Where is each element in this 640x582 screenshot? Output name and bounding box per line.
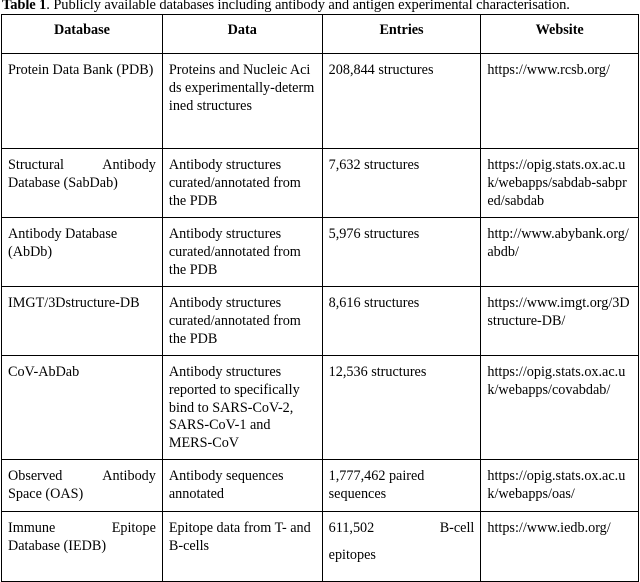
cell-data: Antibody structures curated/annotated from the PDB — [162, 287, 322, 356]
caption-label: Table 1 — [2, 0, 47, 13]
cell-website: http://www.abybank.org/abdb/ — [481, 218, 639, 287]
cell-database — [2, 460, 163, 512]
cell-entries: 208,844 structures — [322, 54, 481, 149]
cell-data: Antibody structures reported to specifically bind to SARS-CoV-2, SARS-CoV-1 and MERS-CoV — [162, 356, 322, 460]
cell-entries-word: B-cell — [439, 520, 475, 536]
table-row — [2, 54, 639, 149]
header-database: Database — [2, 15, 163, 54]
cell-entries-line: epitopes — [328, 546, 376, 563]
cell-database — [2, 512, 163, 582]
cell-website: https://opig.stats.ox.ac.uk/webapps/covabdab/ — [481, 356, 639, 460]
table-row — [2, 287, 639, 356]
cell-database-word: Structural — [8, 157, 64, 173]
cell-database — [2, 149, 163, 218]
cell-entries: 12,536 structures — [322, 356, 481, 460]
cell-website: https://opig.stats.ox.ac.uk/webapps/sabdab-sabpred/sabdab — [481, 149, 639, 218]
cell-entries: 5,976 structures — [322, 218, 481, 287]
cell-database-word: Epitope — [111, 520, 156, 536]
cell-database-word: Observed — [8, 468, 63, 484]
table-header-row — [2, 15, 639, 54]
cell-database-word: Immune — [8, 520, 56, 536]
cell-website: https://www.imgt.org/3Dstructure-DB/ — [481, 287, 639, 356]
cell-entries: 1,777,462 paired sequences — [322, 460, 481, 512]
cell-database-word: Antibody — [102, 468, 156, 484]
cell-database-line: Database (IEDB) — [8, 537, 107, 554]
cell-entries-word: 611,502 — [328, 520, 375, 536]
cell-database: CoV-AbDab — [2, 356, 163, 460]
cell-website: https://opig.stats.ox.ac.uk/webapps/oas/ — [481, 460, 639, 512]
table-row — [2, 460, 639, 512]
table-row — [2, 356, 639, 460]
cell-data: Antibody sequences annotated — [162, 460, 322, 512]
header-entries: Entries — [322, 15, 481, 54]
cell-database: Protein Data Bank (PDB) — [2, 54, 163, 149]
cell-data: Proteins and Nucleic Acids experimentally-determined structures — [162, 54, 322, 149]
header-website: Website — [481, 15, 639, 54]
cell-data: Epitope data from T- and B-cells — [162, 512, 322, 582]
cell-entries: 8,616 structures — [322, 287, 481, 356]
cell-database-word: Antibody — [102, 157, 156, 173]
cell-database-line: Space (OAS) — [8, 485, 84, 502]
caption-text: . Publicly available databases including antibody and antigen experimental characterisation. — [46, 0, 570, 13]
table-row — [2, 218, 639, 287]
table-caption — [2, 0, 640, 13]
cell-database-line: Database (SabDab) — [8, 174, 118, 191]
databases-table — [1, 14, 639, 582]
cell-data: Antibody structures curated/annotated from the PDB — [162, 218, 322, 287]
header-data: Data — [162, 15, 322, 54]
cell-website: https://www.iedb.org/ — [481, 512, 639, 582]
cell-website: https://www.rcsb.org/ — [481, 54, 639, 149]
table-row — [2, 512, 639, 582]
cell-entries — [322, 512, 481, 582]
table-row — [2, 149, 639, 218]
cell-entries: 7,632 structures — [322, 149, 481, 218]
cell-database: Antibody Database (AbDb) — [2, 218, 163, 287]
cell-data: Antibody structures curated/annotated from the PDB — [162, 149, 322, 218]
cell-database: IMGT/3Dstructure-DB — [2, 287, 163, 356]
